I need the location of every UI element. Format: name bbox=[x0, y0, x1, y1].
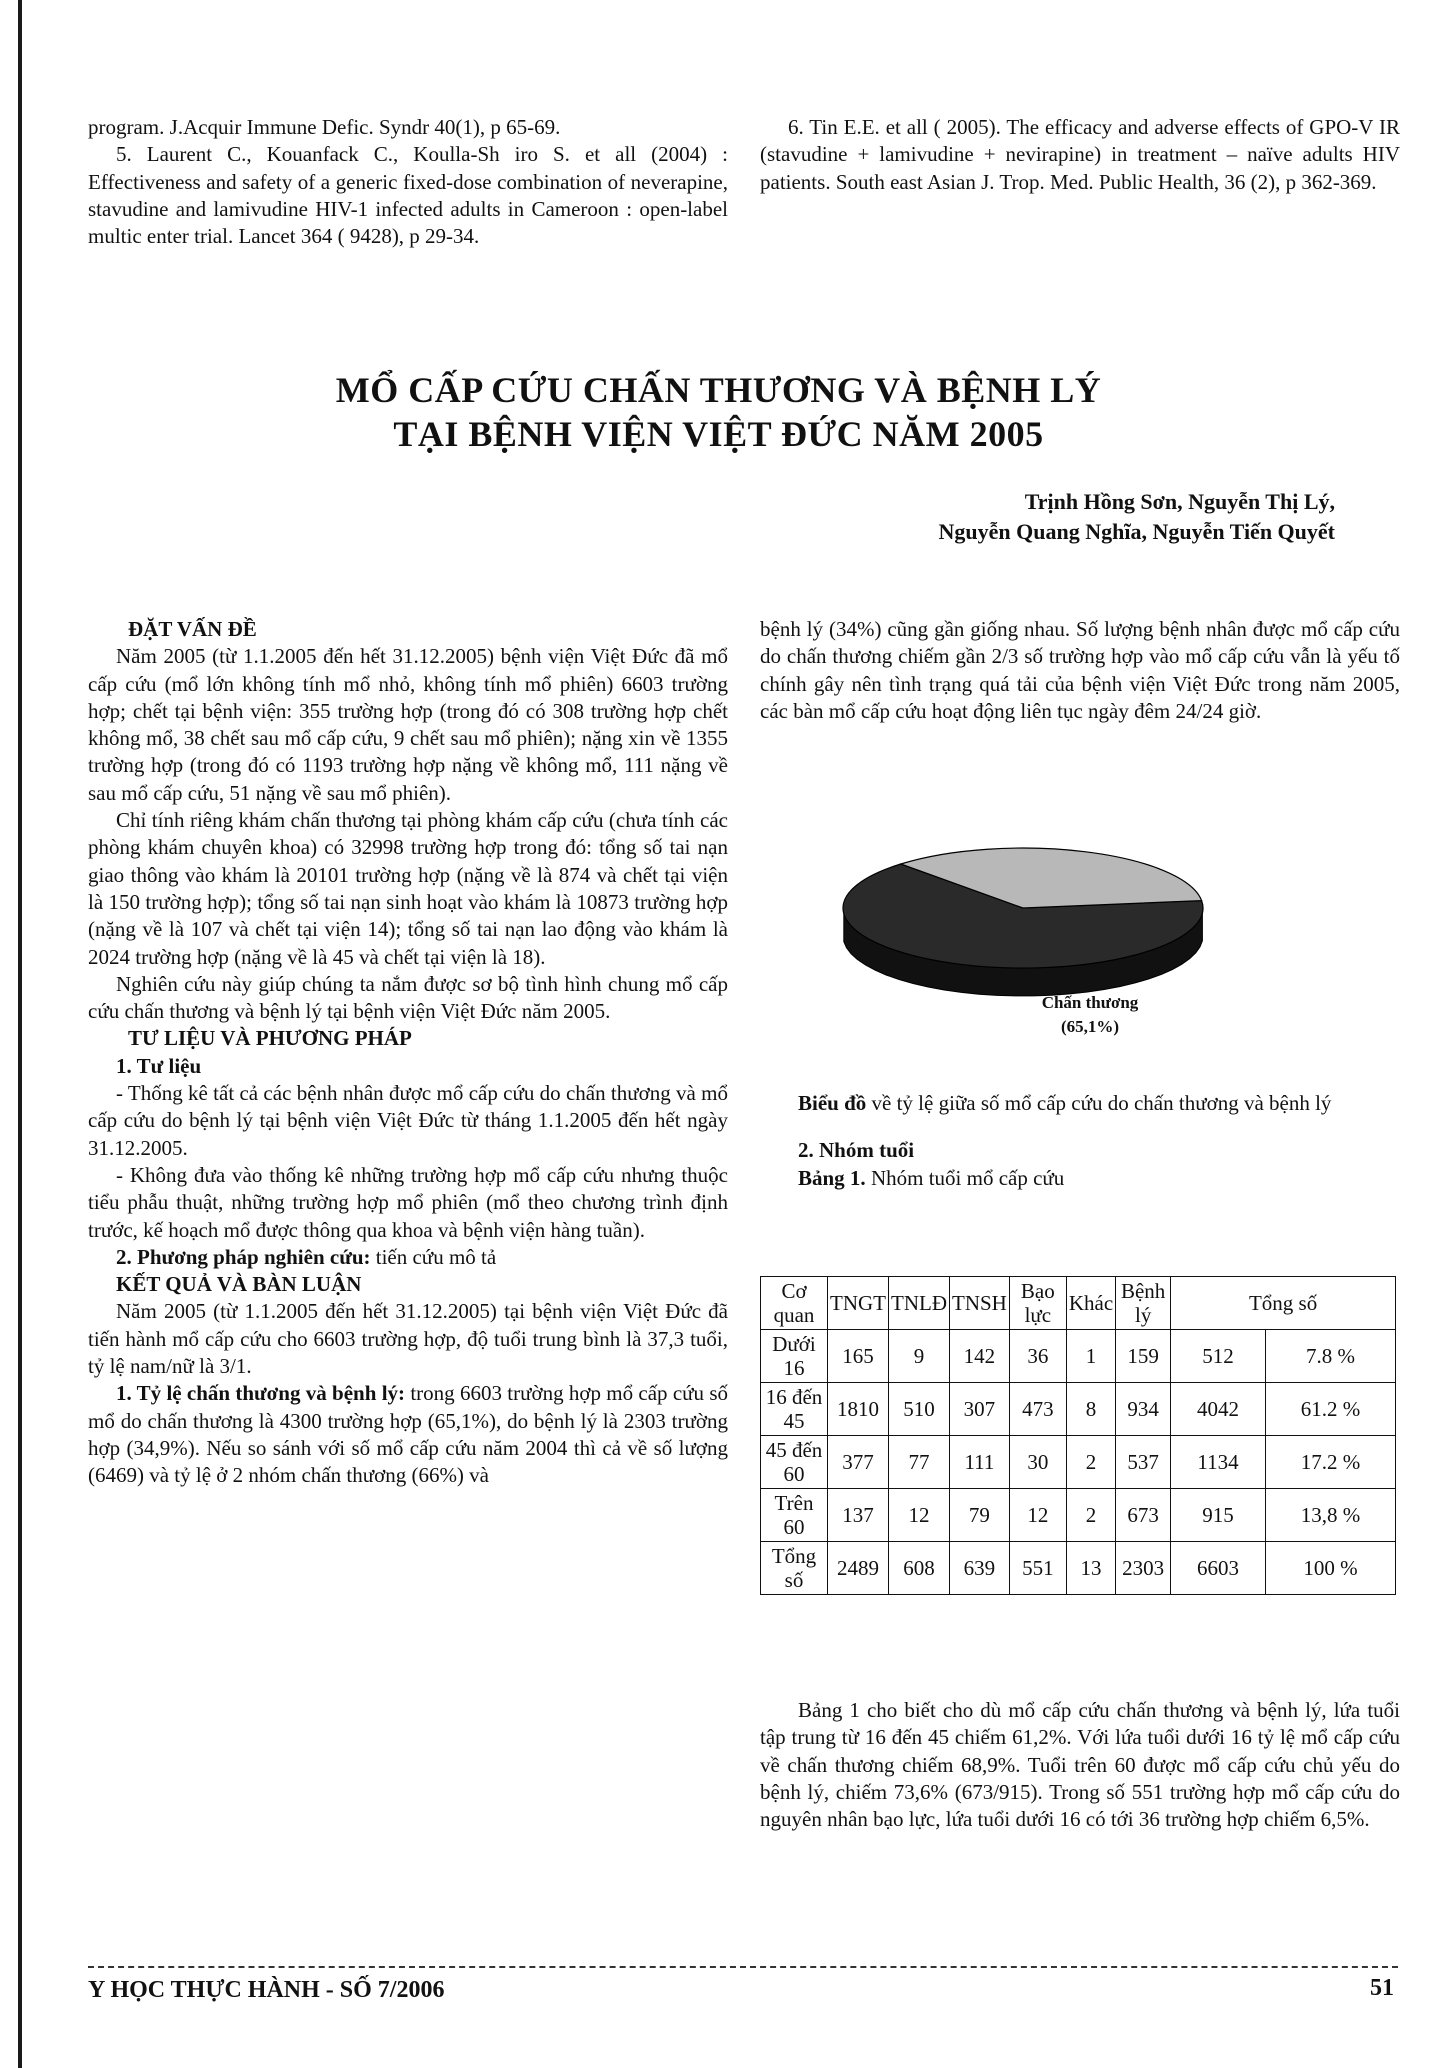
table-cell: 16 đến 45 bbox=[761, 1383, 828, 1436]
table-cell: 9 bbox=[889, 1330, 950, 1383]
table-cell: 673 bbox=[1116, 1489, 1171, 1542]
paragraph: Năm 2005 (từ 1.1.2005 đến hết 31.12.2005) bệnh viện Việt Đức đã mổ cấp cứu (mổ lớn không tính mổ nhỏ, không tính mổ phiên) 6603 trường hợp; chết tại bệnh viện: 355 trường hợp (trong đó có 308 trường hợp chết không mổ, 38 chết sau mổ cấp cứu, 9 chết sau mổ phiên); nặng xin về 1355 trường hợp (trong đó có 1193 trường hợp nặng về không mổ, 111 nặng về sau mổ cấp cứu, 51 nặng về sau mổ phiên). bbox=[88, 644, 728, 805]
table-caption bbox=[760, 1165, 1400, 1192]
table-header-row bbox=[761, 1277, 1396, 1330]
caption-rest: về tỷ lệ giữa số mổ cấp cứu do chấn thương và bệnh lý bbox=[866, 1091, 1332, 1115]
table-cell: Trên 60 bbox=[761, 1489, 828, 1542]
paragraph: Chỉ tính riêng khám chấn thương tại phòng khám cấp cứu (chưa tính các phòng khám chuyên khoa) có 32998 trường hợp trong đó: tổng số tai nạn giao thông vào khám là 20101 trường hợp (nặng về là 874 và chết tại viện là 150 trường hợp); tổng số tai nạn sinh hoạt vào khám là 10873 trường hợp (nặng về là 107 và chết tại viện 14); tổng số tai nạn lao động vào khám là 2024 trường hợp (nặng về là 45 và chết tại viện là 18). bbox=[88, 808, 728, 969]
table-cell: 79 bbox=[950, 1489, 1010, 1542]
paragraph bbox=[88, 1380, 728, 1489]
age-group-table bbox=[760, 1276, 1396, 1595]
binding-edge bbox=[18, 0, 22, 2068]
table-row bbox=[761, 1489, 1396, 1542]
reference-continued: program. J.Acquir Immune Defic. Syndr 40(1), p 65-69. bbox=[88, 115, 561, 139]
page-number: 51 bbox=[1370, 1975, 1394, 2001]
text: trong 6603 trường hợp mổ cấp cứu số mổ do chấn thương là 4300 trường hợp (65,1%), do bệnh lý là 2303 trường hợp (34,9%). Nếu so sánh với số mổ cấp cứu năm 2004 thì cả về số lượng (6469) và tỷ lệ ở 2 nhóm chấn thương (66%) và bbox=[88, 1381, 728, 1488]
references-right bbox=[760, 114, 1400, 196]
table-cell: 377 bbox=[828, 1436, 889, 1489]
table-cell: 142 bbox=[950, 1330, 1010, 1383]
table bbox=[760, 1276, 1396, 1595]
table-header-cell: Cơ quan bbox=[761, 1277, 828, 1330]
authors-line-1: Trịnh Hồng Sơn, Nguyễn Thị Lý, bbox=[1024, 489, 1335, 514]
authors bbox=[760, 487, 1335, 547]
table-cell: 100 % bbox=[1265, 1542, 1395, 1595]
table-cell: 2 bbox=[1066, 1489, 1115, 1542]
table-cell: 30 bbox=[1009, 1436, 1066, 1489]
table-cell: 159 bbox=[1116, 1330, 1171, 1383]
table-cell: 77 bbox=[889, 1436, 950, 1489]
paragraph bbox=[88, 1244, 728, 1271]
table-cell: 1 bbox=[1066, 1330, 1115, 1383]
table-cell: 2303 bbox=[1116, 1542, 1171, 1595]
heading-2-phuong-phap: 2. Phương pháp nghiên cứu: bbox=[116, 1244, 371, 1269]
right-column-top bbox=[760, 616, 1400, 725]
table-cell: 17.2 % bbox=[1265, 1436, 1395, 1489]
table-cell: 473 bbox=[1009, 1383, 1066, 1436]
table-row bbox=[761, 1330, 1396, 1383]
table-cell: 510 bbox=[889, 1383, 950, 1436]
heading-ket-qua: KẾT QUẢ VÀ BÀN LUẬN bbox=[116, 1272, 362, 1297]
chart-label-line-1: Chấn thương bbox=[1041, 993, 1139, 1012]
table-cell: 608 bbox=[889, 1542, 950, 1595]
table-cell: 111 bbox=[950, 1436, 1010, 1489]
right-column-bottom bbox=[760, 1697, 1400, 1833]
table-header-cell: Khác bbox=[1066, 1277, 1115, 1330]
table-cell: 512 bbox=[1171, 1330, 1266, 1383]
paragraph: - Không đưa vào thống kê những trường hợp mổ cấp cứu nhưng thuộc tiểu phẫu thuật, những trường hợp mổ phiên (mổ theo chương trình định trước, kế hoạch mổ được thông qua khoa và bệnh viện hàng tuần). bbox=[88, 1162, 728, 1242]
reference-5: 5. Laurent C., Kouanfack C., Koulla-Sh iro S. et all (2004) : Effectiveness and safety of a generic fixed-dose combination of neverapine, stavudine and lamivudine HIV-1 infected adults in Cameroon : open-label multic enter trial. Lancet 364 ( 9428), p 29-34. bbox=[88, 142, 728, 249]
references-left bbox=[88, 114, 728, 250]
chart-label bbox=[1000, 991, 1180, 1039]
table-cell: 45 đến 60 bbox=[761, 1436, 828, 1489]
table-header-cell: Bạo lực bbox=[1009, 1277, 1066, 1330]
journal-footer: Y HỌC THỰC HÀNH - SỐ 7/2006 bbox=[88, 1977, 445, 2003]
table-cell: 934 bbox=[1116, 1383, 1171, 1436]
heading-1-tu-lieu: 1. Tư liệu bbox=[116, 1053, 202, 1078]
heading-dat-van-de: ĐẶT VẤN ĐỀ bbox=[128, 617, 257, 641]
authors-line-2: Nguyễn Quang Nghĩa, Nguyễn Tiến Quyết bbox=[938, 519, 1335, 544]
table-cell: Dưới 16 bbox=[761, 1330, 828, 1383]
table-cell: 7.8 % bbox=[1265, 1330, 1395, 1383]
table-caption-rest: Nhóm tuổi mổ cấp cứu bbox=[865, 1165, 1065, 1190]
reference-6: 6. Tin E.E. et all ( 2005). The efficacy and adverse effects of GPO-V IR (stavudine + lamivudine + nevirapine) in treatment – naïve adults HIV patients. South east Asian J. Trop. Med. Public Health, 36 (2), p 362-369. bbox=[760, 115, 1400, 194]
footer-rule bbox=[88, 1966, 1398, 1968]
table-header-cell: Tổng số bbox=[1171, 1277, 1396, 1330]
paragraph: Năm 2005 (từ 1.1.2005 đến hết 31.12.2005) tại bệnh viện Việt Đức đã tiến hành mổ cấp cứu cho 6603 trường hợp, độ tuổi trung bình là 37,3 tuổi, tỷ lệ nam/nữ là 3/1. bbox=[88, 1299, 728, 1379]
table-cell: 36 bbox=[1009, 1330, 1066, 1383]
table-cell: 1810 bbox=[828, 1383, 889, 1436]
table-cell: 307 bbox=[950, 1383, 1010, 1436]
paragraph: Nghiên cứu này giúp chúng ta nắm được sơ bộ tình hình chung mổ cấp cứu chấn thương và bệnh lý tại bệnh viện Việt Đức năm 2005. bbox=[88, 971, 728, 1024]
table-cell: 6603 bbox=[1171, 1542, 1266, 1595]
table-cell: 551 bbox=[1009, 1542, 1066, 1595]
table-cell: 915 bbox=[1171, 1489, 1266, 1542]
table-cell: Tổng số bbox=[761, 1542, 828, 1595]
text: tiến cứu mô tả bbox=[370, 1244, 497, 1269]
heading-tu-lieu: TƯ LIỆU VÀ PHƯƠNG PHÁP bbox=[128, 1026, 412, 1051]
pie-group bbox=[843, 848, 1203, 996]
title-line-1: MỔ CẤP CỨU CHẤN THƯƠNG VÀ BỆNH LÝ bbox=[335, 370, 1102, 410]
left-column bbox=[88, 616, 728, 1490]
table-header-cell: TNLĐ bbox=[889, 1277, 950, 1330]
chart-caption bbox=[760, 1090, 1400, 1192]
table-row bbox=[761, 1383, 1396, 1436]
article-title bbox=[0, 368, 1437, 456]
table-cell: 165 bbox=[828, 1330, 889, 1383]
table-header-cell: TNSH bbox=[950, 1277, 1010, 1330]
heading-ty-le: 1. Tỷ lệ chấn thương và bệnh lý: bbox=[116, 1381, 406, 1406]
table-cell: 12 bbox=[1009, 1489, 1066, 1542]
table-row-total bbox=[761, 1542, 1396, 1595]
table-row bbox=[761, 1436, 1396, 1489]
table-header-cell: TNGT bbox=[828, 1277, 889, 1330]
table-cell: 13,8 % bbox=[1265, 1489, 1395, 1542]
paragraph: - Thống kê tất cả các bệnh nhân được mổ cấp cứu do chấn thương và mổ cấp cứu do bệnh lý tại bệnh viện Việt Đức từ tháng 1.1.2005 đến hết ngày 31.12.2005. bbox=[88, 1081, 728, 1160]
table-cell: 4042 bbox=[1171, 1383, 1266, 1436]
caption-text bbox=[760, 1090, 1400, 1117]
table-header-cell: Bệnh lý bbox=[1116, 1277, 1171, 1330]
paragraph: Bảng 1 cho biết cho dù mổ cấp cứu chấn thương và bệnh lý, lứa tuổi tập trung từ 16 đến 45 chiếm 61,2%. Với lứa tuổi dưới 16 tỷ lệ mổ cấp cứu về chấn thương chiếm 68,9%. Tuổi trên 60 được mổ cấp cứu chủ yếu do bệnh lý, chiếm 73,6% (673/915). Trong số 551 trường hợp mổ cấp cứu do nguyên nhân bạo lực, lứa tuổi dưới 16 có tới 36 trường hợp chiếm 6,5%. bbox=[760, 1698, 1400, 1832]
title-line-2: TẠI BỆNH VIỆN VIỆT ĐỨC NĂM 2005 bbox=[393, 414, 1044, 454]
heading-nhom-tuoi: 2. Nhóm tuổi bbox=[798, 1138, 915, 1163]
table-cell: 2 bbox=[1066, 1436, 1115, 1489]
table-cell: 537 bbox=[1116, 1436, 1171, 1489]
table-caption-label: Bảng 1. bbox=[798, 1165, 866, 1190]
table-cell: 2489 bbox=[828, 1542, 889, 1595]
table-cell: 137 bbox=[828, 1489, 889, 1542]
caption-label: Biểu đồ bbox=[798, 1091, 867, 1115]
table-cell: 8 bbox=[1066, 1383, 1115, 1436]
chart-label-line-2: (65,1%) bbox=[1060, 1017, 1120, 1036]
table-cell: 61.2 % bbox=[1265, 1383, 1395, 1436]
table-cell: 1134 bbox=[1171, 1436, 1266, 1489]
table-cell: 639 bbox=[950, 1542, 1010, 1595]
paragraph: bệnh lý (34%) cũng gần giống nhau. Số lượng bệnh nhân được mổ cấp cứu do chấn thương chiếm gần 2/3 số trường hợp vào mổ cấp cứu vẫn là yếu tố chính gây nên tình trạng quá tải của bệnh viện Việt Đức trong năm 2005, các bàn mổ cấp cứu hoạt động liên tục ngày đêm 24/24 giờ. bbox=[760, 617, 1400, 723]
table-cell: 13 bbox=[1066, 1542, 1115, 1595]
table-cell: 12 bbox=[889, 1489, 950, 1542]
